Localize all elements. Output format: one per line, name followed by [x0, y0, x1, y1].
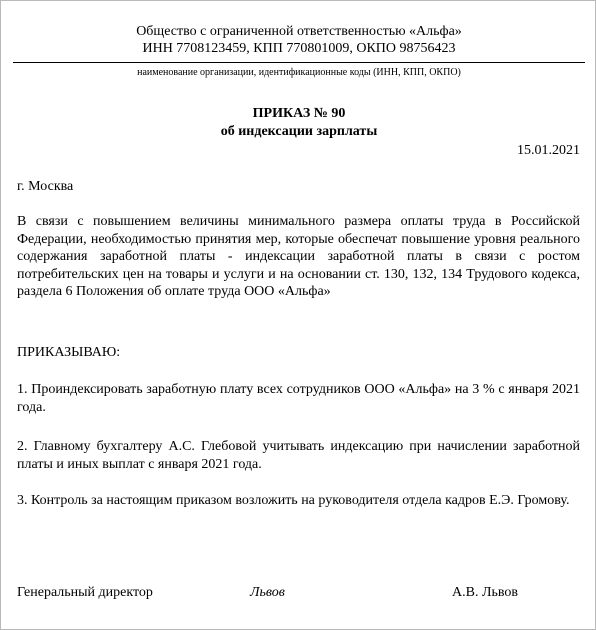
- order-item-1: 1. Проиндексировать заработную плату всех сотрудников ООО «Альфа» на 3 % с января 2021 года.: [17, 382, 580, 415]
- document-title: [13, 105, 585, 141]
- document-city: г. Москва: [17, 179, 74, 194]
- preamble-paragraph: В связи с повышением величины минимального размера оплаты труда в Российской Федерации, необходимостью принятия мер, которые обеспечат повышение уровня реального содержания заработной платы - индексации заработной платы в связи с ростом потребительских цен на товары и услуги и на основании ст. 130, 132, 134 Трудового кодекса, раздела 6 Положения об оплате труда ООО «Альфа»: [17, 214, 580, 299]
- organization-codes: ИНН 7708123459, КПП 770801009, ОКПО 98756423: [142, 41, 456, 56]
- organization-block: [13, 23, 585, 57]
- order-item-2: 2. Главному бухгалтеру А.С. Глебовой учитывать индексацию при начислении заработной платы и иных выплат с января 2021 года.: [17, 439, 580, 472]
- document-date: 15.01.2021: [517, 143, 580, 158]
- header-divider: [13, 62, 585, 63]
- organization-caption: наименование организации, идентификационные коды (ИНН, КПП, ОКПО): [137, 67, 461, 78]
- order-subject: об индексации зарплаты: [220, 124, 378, 139]
- order-number: ПРИКАЗ № 90: [252, 106, 346, 121]
- handwritten-signature: Львов: [250, 585, 285, 600]
- signatory-name: А.В. Львов: [452, 585, 518, 600]
- signatory-position: Генеральный директор: [17, 585, 153, 600]
- organization-name: Общество с ограниченной ответственностью «Альфа»: [136, 24, 462, 39]
- order-keyword: ПРИКАЗЫВАЮ:: [17, 345, 121, 360]
- order-item-3: 3. Контроль за настоящим приказом возложить на руководителя отдела кадров Е.Э. Громову.: [17, 493, 570, 508]
